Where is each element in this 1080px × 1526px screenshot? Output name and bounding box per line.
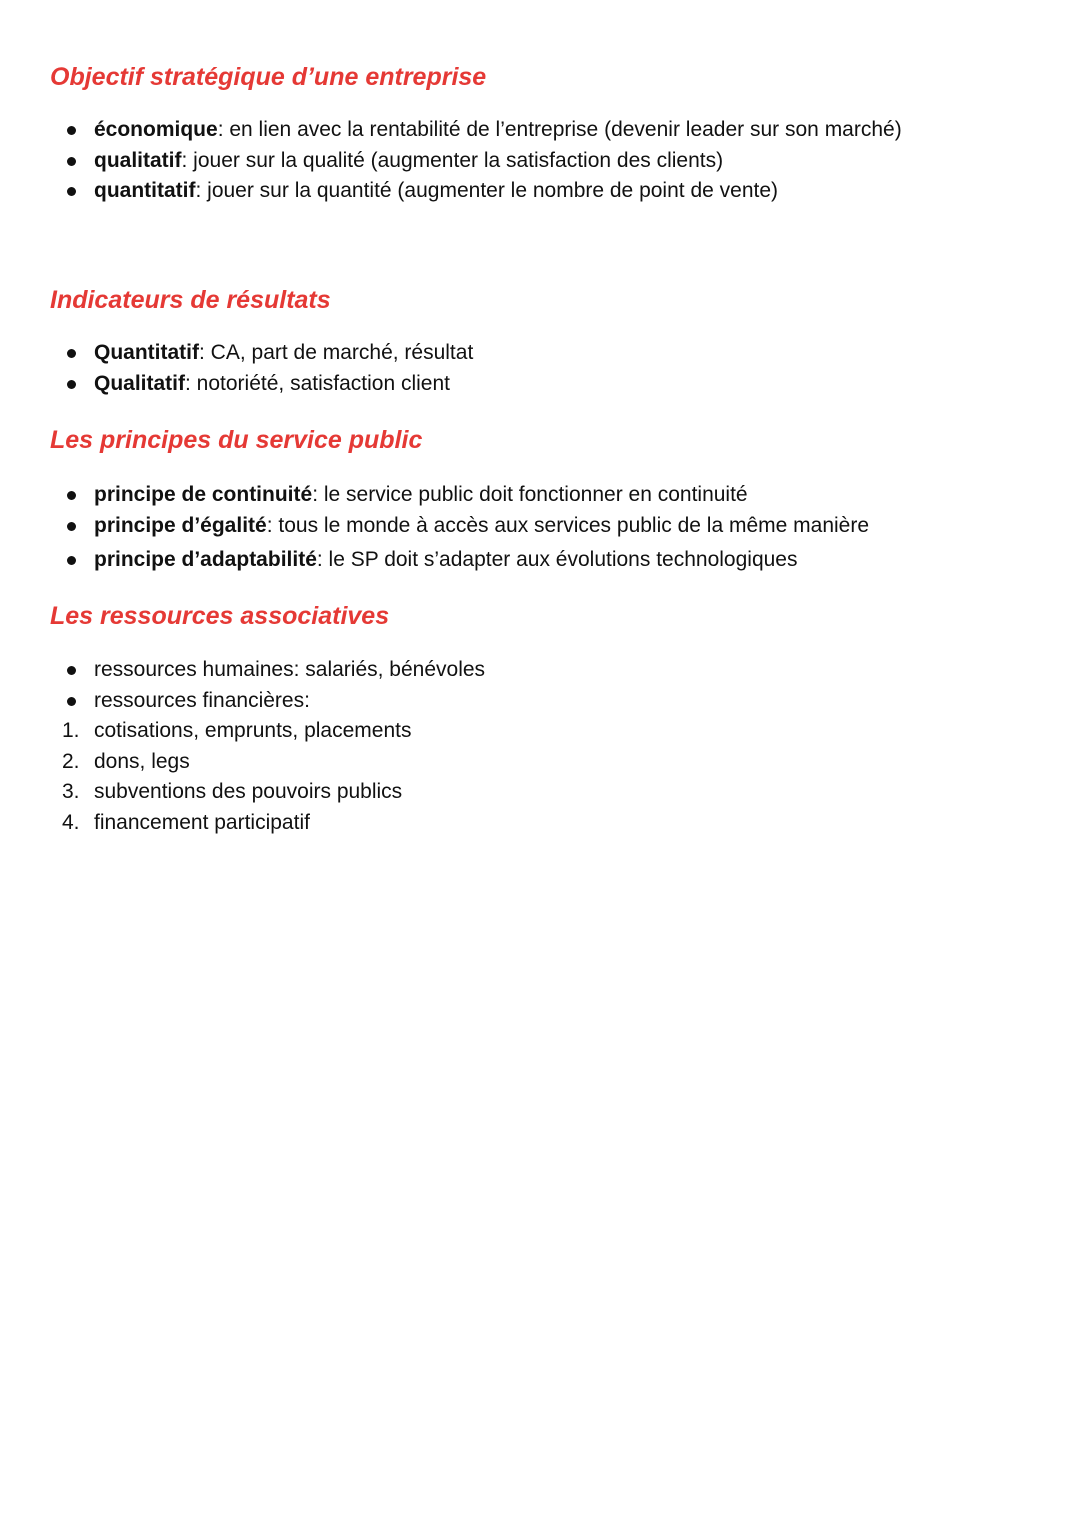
list-item: [62, 686, 485, 717]
section-heading-indicateurs: Indicateurs de résultats: [50, 286, 331, 314]
item-text: ressources financières:: [94, 688, 310, 712]
list-item: [62, 545, 869, 576]
item-text: financement participatif: [94, 810, 310, 834]
objectif-list: [62, 115, 902, 207]
ressources-numbered-list: [62, 716, 411, 838]
list-item: [62, 176, 902, 207]
item-text: : jouer sur la quantité (augmenter le nombre de point de vente): [195, 179, 778, 202]
item-term: Qualitatif: [94, 371, 186, 395]
item-text: : tous le monde à accès aux services public de la même manière: [266, 513, 870, 537]
list-item: [62, 480, 869, 511]
item-text: : jouer sur la qualité (augmenter la satisfaction des clients): [181, 148, 724, 172]
item-text: : le SP doit s’adapter aux évolutions technologiques: [316, 548, 798, 571]
indicateurs-list: [62, 338, 473, 399]
item-number: 1.: [62, 719, 80, 742]
item-term: principe d’adaptabilité: [94, 548, 317, 571]
bullet-icon: [67, 157, 76, 166]
list-item: [62, 338, 473, 369]
item-text: subventions des pouvoirs publics: [94, 780, 403, 803]
list-item: [62, 511, 869, 542]
service-public-list: [62, 480, 869, 576]
item-term: principe de continuité: [94, 483, 313, 506]
bullet-icon: [67, 522, 76, 531]
item-number: 4.: [62, 810, 80, 834]
bullet-icon: [67, 126, 76, 135]
item-term: principe d’égalité: [94, 513, 267, 537]
list-item: [62, 146, 902, 177]
bullet-icon: [67, 349, 76, 358]
item-number: 2.: [62, 749, 80, 773]
bullet-icon: [67, 697, 76, 706]
list-item: [62, 747, 411, 778]
list-item: [62, 777, 411, 808]
item-text: : notoriété, satisfaction client: [185, 371, 450, 395]
item-number: 3.: [62, 780, 80, 803]
item-term: économique: [94, 118, 218, 141]
bullet-icon: [67, 666, 76, 675]
list-item: [62, 716, 411, 747]
item-text: : CA, part de marché, résultat: [199, 341, 474, 364]
item-text: ressources humaines: salariés, bénévoles: [94, 658, 486, 681]
bullet-icon: [67, 491, 76, 500]
item-text: : le service public doit fonctionner en continuité: [312, 483, 748, 506]
list-item: [62, 808, 411, 839]
list-item: [62, 655, 485, 686]
item-text: dons, legs: [94, 749, 190, 773]
list-item: [62, 369, 473, 400]
section-heading-service-public: Les principes du service public: [50, 426, 423, 454]
item-text: : en lien avec la rentabilité de l’entreprise (devenir leader sur son marché): [217, 118, 902, 141]
bullet-icon: [67, 187, 76, 196]
item-text: cotisations, emprunts, placements: [94, 719, 412, 742]
section-heading-objectif: Objectif stratégique d’une entreprise: [50, 63, 487, 91]
item-term: Quantitatif: [94, 341, 199, 364]
bullet-icon: [67, 556, 76, 565]
item-term: qualitatif: [94, 148, 182, 172]
list-item: [62, 115, 902, 146]
item-term: quantitatif: [94, 179, 196, 202]
section-heading-ressources: Les ressources associatives: [50, 602, 390, 630]
ressources-bullet-list: [62, 655, 485, 716]
bullet-icon: [67, 380, 76, 389]
